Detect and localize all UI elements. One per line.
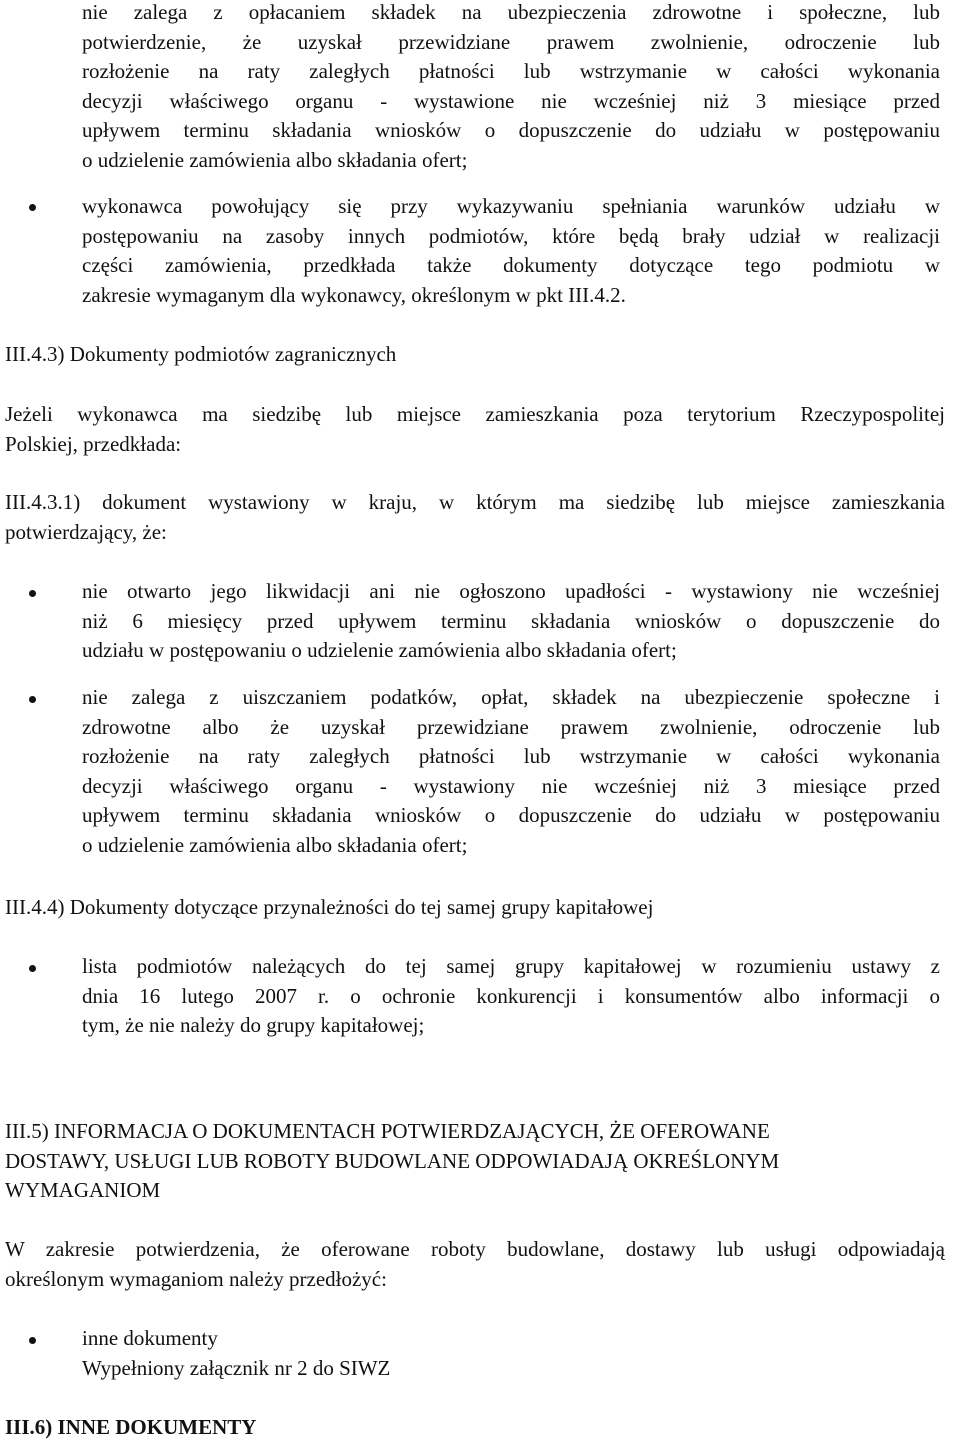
text-line: potwierdzający, że: bbox=[5, 519, 167, 544]
text-line: zakresie wymaganym dla wykonawcy, określonym w pkt III.4.2. bbox=[82, 282, 626, 307]
text-line: decyzji właściwego organu - wystawiony nie wcześniej niż 3 miesiące przed bbox=[82, 773, 940, 798]
list-item-wykonawca bbox=[82, 192, 940, 310]
text-line: III.4.3.1) dokument wystawiony w kraju, w którym ma siedzibę lub miejsce zamieszkania bbox=[5, 490, 945, 514]
bullet-dot-icon bbox=[29, 1337, 36, 1344]
list-item-lista bbox=[82, 952, 940, 1041]
bullet-dot-icon bbox=[29, 965, 36, 972]
text-line: upływem terminu składania wniosków o dopuszczenie do udziału w postępowaniu bbox=[82, 118, 940, 142]
list-item-inne-dokumenty bbox=[82, 1324, 940, 1383]
paragraph-jezeli bbox=[5, 400, 945, 459]
section-heading-iii-6: III.6) INNE DOKUMENTY bbox=[5, 1415, 257, 1439]
text-line: wykonawca powołujący się przy wykazywaniu spełniania warunków udziału w bbox=[82, 194, 940, 218]
bullet-dot-icon bbox=[29, 204, 36, 211]
text-line: Wypełniony załącznik nr 2 do SIWZ bbox=[82, 1355, 391, 1380]
text-line: rozłożenie na raty zaległych płatności lub wstrzymanie w całości wykonania bbox=[82, 59, 940, 83]
text-line: decyzji właściwego organu - wystawione nie wcześniej niż 3 miesiące przed bbox=[82, 88, 940, 113]
text-line: części zamówienia, przedkłada także dokumenty dotyczące tego podmiotu w bbox=[82, 253, 940, 277]
text-line: inne dokumenty bbox=[82, 1326, 218, 1350]
text-line: tym, że nie należy do grupy kapitałowej; bbox=[82, 1013, 425, 1037]
text-line: nie zalega z opłacaniem składek na ubezpieczenia zdrowotne i społeczne, lub bbox=[82, 0, 940, 24]
text-line: W zakresie potwierdzenia, że oferowane roboty budowlane, dostawy lub usługi odpowiadają bbox=[5, 1237, 945, 1261]
text-line: upływem terminu składania wniosków o dopuszczenie do udziału w postępowaniu bbox=[82, 803, 940, 827]
text-line: dnia 16 lutego 2007 r. o ochronie konkurencji i konsumentów albo informacji o bbox=[82, 983, 940, 1008]
text-line: postępowaniu na zasoby innych podmiotów, które będą brały udział w realizacji bbox=[82, 223, 940, 248]
section-heading-iii-5 bbox=[5, 1117, 945, 1206]
text-line: określonym wymaganiom należy przedłożyć: bbox=[5, 1266, 387, 1291]
text-line: udziału w postępowaniu o udzielenie zamówienia albo składania ofert; bbox=[82, 638, 677, 662]
list-item-podatki bbox=[82, 683, 940, 860]
section-heading-iii-4-3: III.4.3) Dokumenty podmiotów zagranicznych bbox=[5, 342, 397, 366]
text-line: potwierdzenie, że uzyskał przewidziane prawem zwolnienie, odroczenie lub bbox=[82, 29, 940, 54]
text-line: zdrowotne albo że uzyskał przewidziane prawem zwolnienie, odroczenie lub bbox=[82, 714, 940, 739]
text-line: o udzielenie zamówienia albo składania ofert; bbox=[82, 147, 468, 172]
text-line: niż 6 miesięcy przed upływem terminu składania wniosków o dopuszczenie do bbox=[82, 608, 940, 633]
text-line: o udzielenie zamówienia albo składania ofert; bbox=[82, 832, 468, 857]
bullet-dot-icon bbox=[29, 696, 36, 703]
text-line: III.5) INFORMACJA O DOKUMENTACH POTWIERDZAJĄCYCH, ŻE OFEROWANE bbox=[5, 1119, 770, 1143]
list-item-likwidacja bbox=[82, 577, 940, 666]
paragraph-iii-4-3-1 bbox=[5, 488, 945, 547]
section-heading-iii-4-4: III.4.4) Dokumenty dotyczące przynależności do tej samej grupy kapitałowej bbox=[5, 895, 654, 919]
text-line: Polskiej, przedkłada: bbox=[5, 431, 182, 456]
list-item-skladki-continued bbox=[82, 0, 940, 175]
text-line: lista podmiotów należących do tej samej grupy kapitałowej w rozumieniu ustawy z bbox=[82, 954, 940, 978]
text-line: rozłożenie na raty zaległych płatności lub wstrzymanie w całości wykonania bbox=[82, 744, 940, 768]
paragraph-w-zakresie bbox=[5, 1235, 945, 1294]
text-line: Jeżeli wykonawca ma siedzibę lub miejsce zamieszkania poza terytorium Rzeczypospolitej bbox=[5, 402, 945, 426]
text-line: nie zalega z uiszczaniem podatków, opłat, składek na ubezpieczenie społeczne i bbox=[82, 685, 940, 709]
bullet-dot-icon bbox=[29, 590, 36, 597]
text-line: DOSTAWY, USŁUGI LUB ROBOTY BUDOWLANE ODPOWIADAJĄ OKREŚLONYM bbox=[5, 1148, 780, 1173]
text-line: nie otwarto jego likwidacji ani nie ogłoszono upadłości - wystawiony nie wcześniej bbox=[82, 579, 940, 603]
text-line: WYMAGANIOM bbox=[5, 1178, 161, 1202]
